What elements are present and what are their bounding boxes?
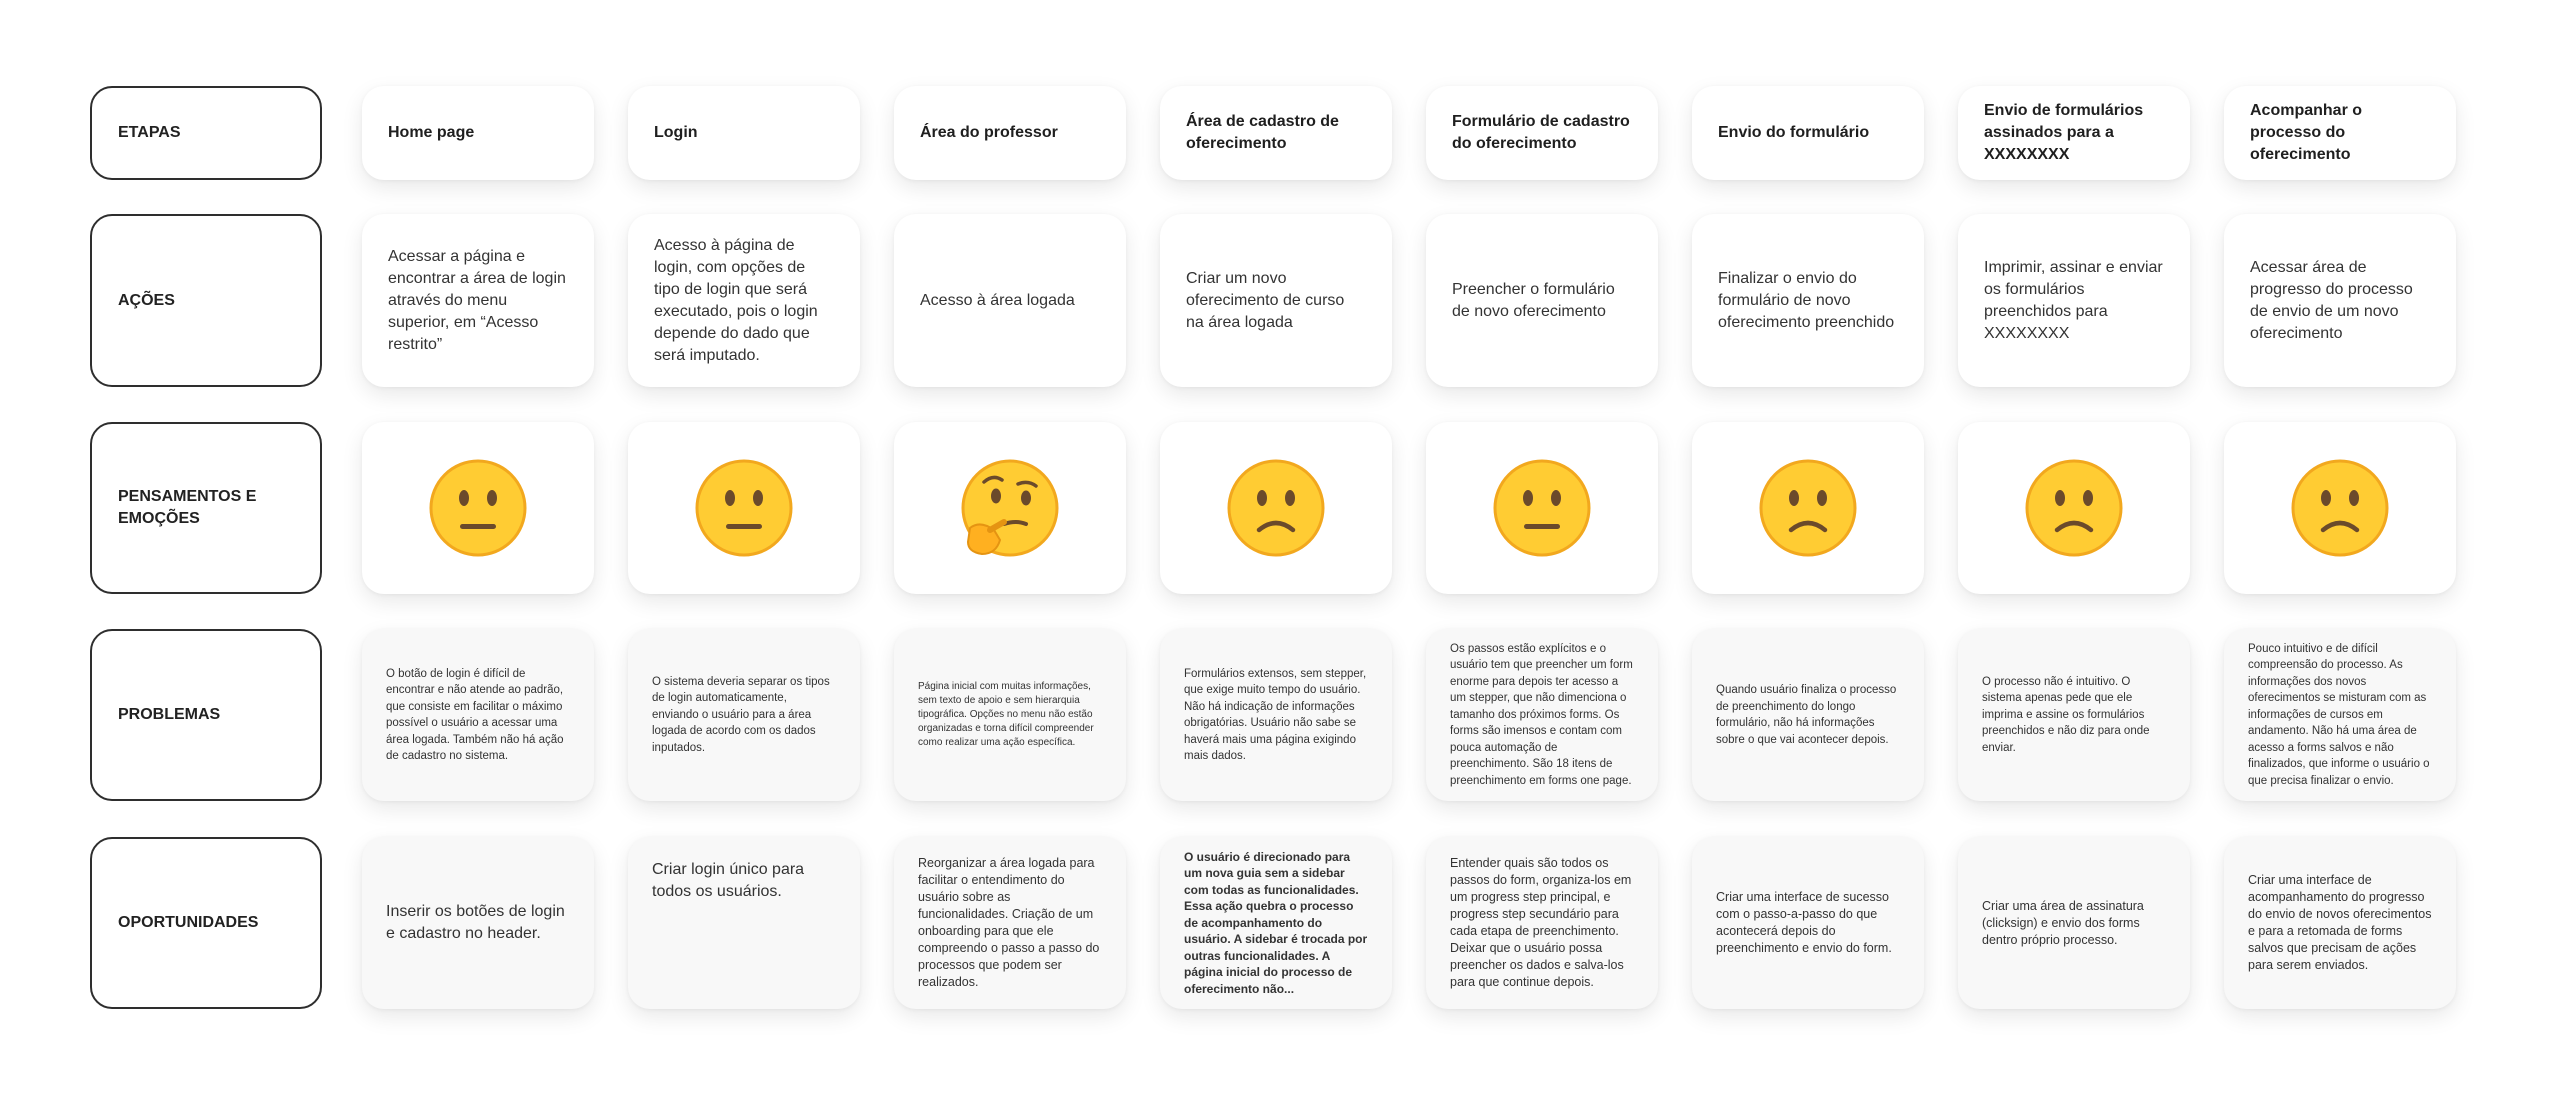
emocao-card [1958,422,2190,594]
acao-card: Acessar área de progresso do processo de envio de um novo oferecimento [2224,214,2456,387]
etapa-card: Formulário de cadastro do oferecimento [1426,86,1658,180]
row-label-problemas: PROBLEMAS [90,629,322,801]
emocao-card [894,422,1126,594]
oportunidade-card: Reorganizar a área logada para facilitar o entendimento do usuário sobre as funcionalidades. Criação de um onboarding para que ele compreendo o passo a passo do processos que podem ser realizados. [894,837,1126,1009]
problema-card: Formulários extensos, sem stepper, que exige muito tempo do usuário. Não há indicação de informações obrigatórias. Usuário não sabe se haverá mais uma página exigindo mais dados. [1160,629,1392,801]
problema-card: Quando usuário finaliza o processo de preenchimento do longo formulário, não há informações sobre o que vai acontecer depois. [1692,629,1924,801]
emocao-card [628,422,860,594]
emocao-card [1426,422,1658,594]
frowning-face-icon [1758,458,1858,558]
problema-card: O sistema deveria separar os tipos de login automaticamente, enviando o usuário para a área logada de acordo com os dados inputados. [628,629,860,801]
row-label-etapas: ETAPAS [90,86,322,180]
acao-card: Criar um novo oferecimento de curso na área logada [1160,214,1392,387]
frowning-face-icon [2024,458,2124,558]
oportunidade-card: O usuário é direcionado para um nova guia sem a sidebar com todas as funcionalidades. Essa ação quebra o processo de acompanhamento do usuário. A sidebar é trocada por outras funcionalidades. A página inicial do processo de oferecimento não... [1160,837,1392,1009]
neutral-face-icon [428,458,528,558]
etapa-card: Home page [362,86,594,180]
etapa-card: Envio de formulários assinados para a XXXXXXXX [1958,86,2190,180]
etapa-card: Área de cadastro de oferecimento [1160,86,1392,180]
neutral-face-icon [694,458,794,558]
oportunidade-card: Inserir os botões de login e cadastro no header. [362,837,594,1009]
acao-card: Acessar a página e encontrar a área de login através do menu superior, em “Acesso restrito” [362,214,594,387]
row-label-oportunidades: OPORTUNIDADES [90,837,322,1009]
problema-card: O processo não é intuitivo. O sistema apenas pede que ele imprima e assine os formulários preenchidos e não diz para onde enviar. [1958,629,2190,801]
frowning-face-icon [2290,458,2390,558]
acao-card: Acesso à área logada [894,214,1126,387]
thinking-face-icon [960,458,1060,558]
row-label-acoes: AÇÕES [90,214,322,387]
problema-card: O botão de login é difícil de encontrar e não atende ao padrão, que consiste em facilitar o máximo possível o usuário a acessar uma área logada. Também não há ação de cadastro no sistema. [362,629,594,801]
emocao-card [1160,422,1392,594]
oportunidade-card: Criar login único para todos os usuários. [628,837,860,1009]
acao-card: Acesso à página de login, com opções de tipo de login que será executado, pois o login depende do dado que será imputado. [628,214,860,387]
acao-card: Preencher o formulário de novo oferecimento [1426,214,1658,387]
acao-card: Finalizar o envio do formulário de novo oferecimento preenchido [1692,214,1924,387]
oportunidade-card: Criar uma área de assinatura (clicksign) e envio dos forms dentro próprio processo. [1958,837,2190,1009]
problema-card: Pouco intuitivo e de difícil compreensão do processo. As informações dos novos oferecimentos se misturam com as informações de cursos em andamento. Não há uma área de acesso a forms salvos e não finalizados, que informe o usuário o que precisa finalizar o envio. [2224,629,2456,801]
oportunidade-card: Criar uma interface de acompanhamento do progresso do envio de novos oferecimentos e para a retomada de forms salvos que precisam de ações para serem enviados. [2224,837,2456,1009]
etapa-card: Acompanhar o processo do oferecimento [2224,86,2456,180]
oportunidade-card: Criar uma interface de sucesso com o passo-a-passo do que acontecerá depois do preenchimento e envio do form. [1692,837,1924,1009]
emocao-card [2224,422,2456,594]
etapa-card: Envio do formulário [1692,86,1924,180]
problema-card: Página inicial com muitas informações, sem texto de apoio e sem hierarquia tipográfica. Opções no menu não estão organizadas e torna difícil compreender como realizar uma ação específica. [894,629,1126,801]
frowning-face-icon [1226,458,1326,558]
oportunidade-card: Entender quais são todos os passos do form, organiza-los em um progress step principal, e progress step secundário para cada etapa de preenchimento. Deixar que o usuário possa preencher os dados e salva-los para que continue depois. [1426,837,1658,1009]
etapa-card: Área do professor [894,86,1126,180]
problema-card: Os passos estão explícitos e o usuário tem que preencher um form enorme para depois ter acesso a um stepper, que não dimenciona o tamanho dos próximos forms. Os forms são imensos e contam com pouca automação de preenchimento. São 18 itens de preenchimento em forms one page. [1426,629,1658,801]
row-label-pensamentos: PENSAMENTOS E EMOÇÕES [90,422,322,594]
etapa-card: Login [628,86,860,180]
acao-card: Imprimir, assinar e enviar os formulários preenchidos para XXXXXXXX [1958,214,2190,387]
emocao-card [362,422,594,594]
neutral-face-icon [1492,458,1592,558]
emocao-card [1692,422,1924,594]
